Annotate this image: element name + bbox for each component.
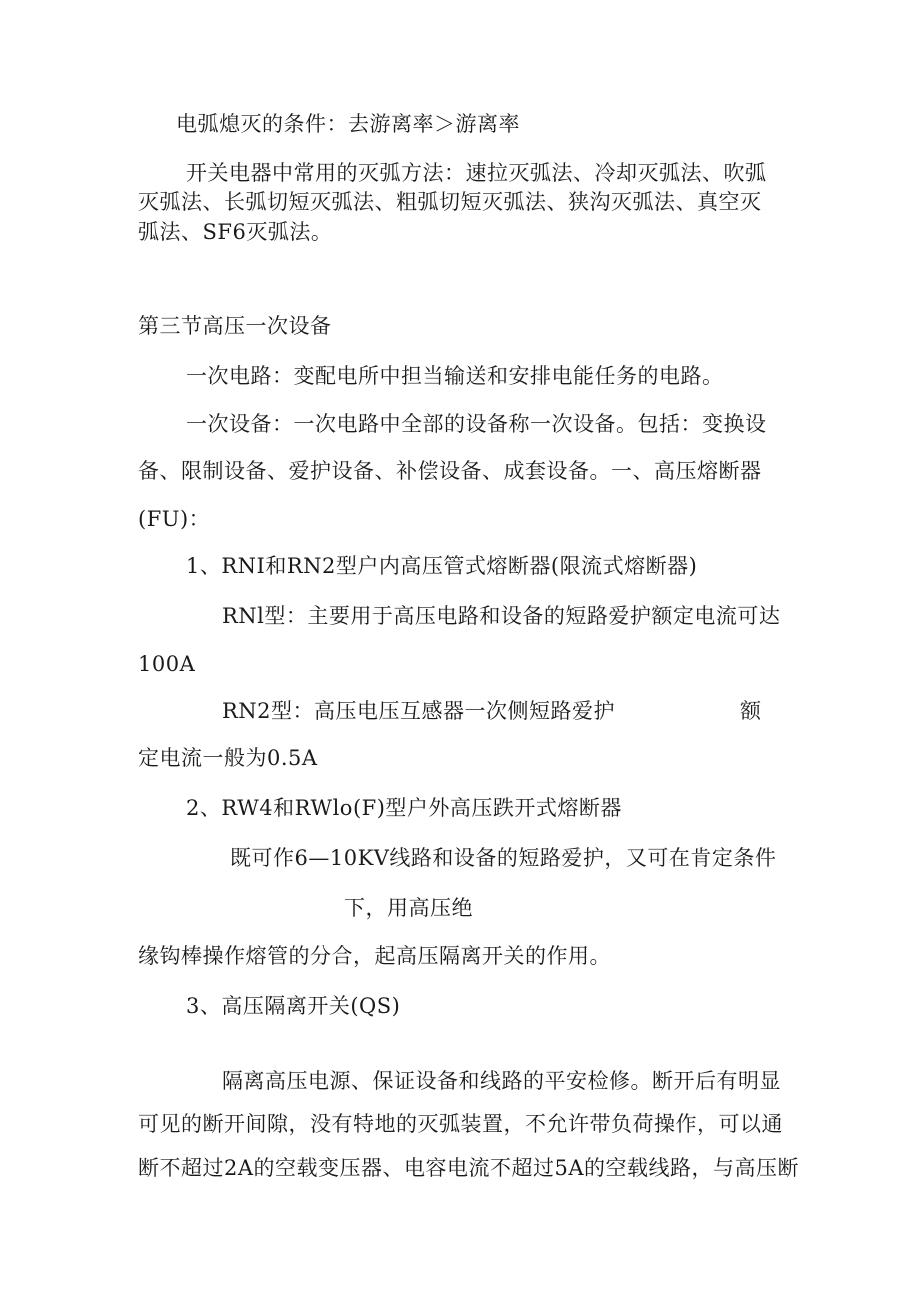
list-item: 3、高压隔离开关(QS): [186, 994, 401, 1018]
text-line: 一次电路：变配电所中担当输送和安排电能任务的电路。: [186, 364, 724, 388]
list-item: 2、RW4和RWlo(F)型户外高压跌开式熔断器: [186, 796, 622, 820]
text-line: 电弧熄灭的条件：去游离率＞游离率: [176, 112, 520, 136]
text-line: 断不超过2A的空载变压器、电容电流不超过5A的空载线路，与高压断: [138, 1156, 800, 1180]
text-line: 缘钩棒操作熔管的分合，起高压隔离开关的作用。: [138, 944, 611, 968]
text-line: 灭弧法、长弧切短灭弧法、粗弧切短灭弧法、狭沟灭弧法、真空灭: [138, 190, 762, 214]
text-line: 开关电器中常用的灭弧方法：速拉灭弧法、冷却灭弧法、吹弧: [186, 161, 767, 185]
text-line: 隔离高压电源、保证设备和线路的平安检修。断开后有明显: [222, 1069, 781, 1093]
text-line: 弧法、SF6灭弧法。: [138, 220, 333, 244]
text-line: 额: [740, 699, 762, 723]
text-line: RN2型：高压电压互感器一次侧短路爱护: [222, 699, 616, 723]
list-item: 1、RNI和RN2型户内高压管式熔断器(限流式熔断器): [186, 554, 698, 578]
text-line: 可见的断开间隙，没有特地的灭弧装置，不允许带负荷操作，可以通: [138, 1112, 783, 1136]
text-line: 备、限制设备、爱护设备、补偿设备、成套设备。一、高压熔断器: [138, 459, 762, 483]
text-line: 既可作6—10KV线路和设备的短路爱护，又可在肯定条件: [230, 846, 777, 870]
text-line: 一次设备：一次电路中全部的设备称一次设备。包括：变换设: [186, 412, 767, 436]
text-line: (FU)：: [138, 507, 211, 531]
text-line: 下，用高压绝: [344, 896, 473, 920]
text-line: RNl型：主要用于高压电路和设备的短路爱护额定电流可达: [222, 604, 781, 628]
section-heading: 第三节高压一次设备: [138, 314, 332, 338]
text-line: 100A: [138, 652, 196, 676]
text-line: 定电流一般为0.5A: [138, 746, 318, 770]
